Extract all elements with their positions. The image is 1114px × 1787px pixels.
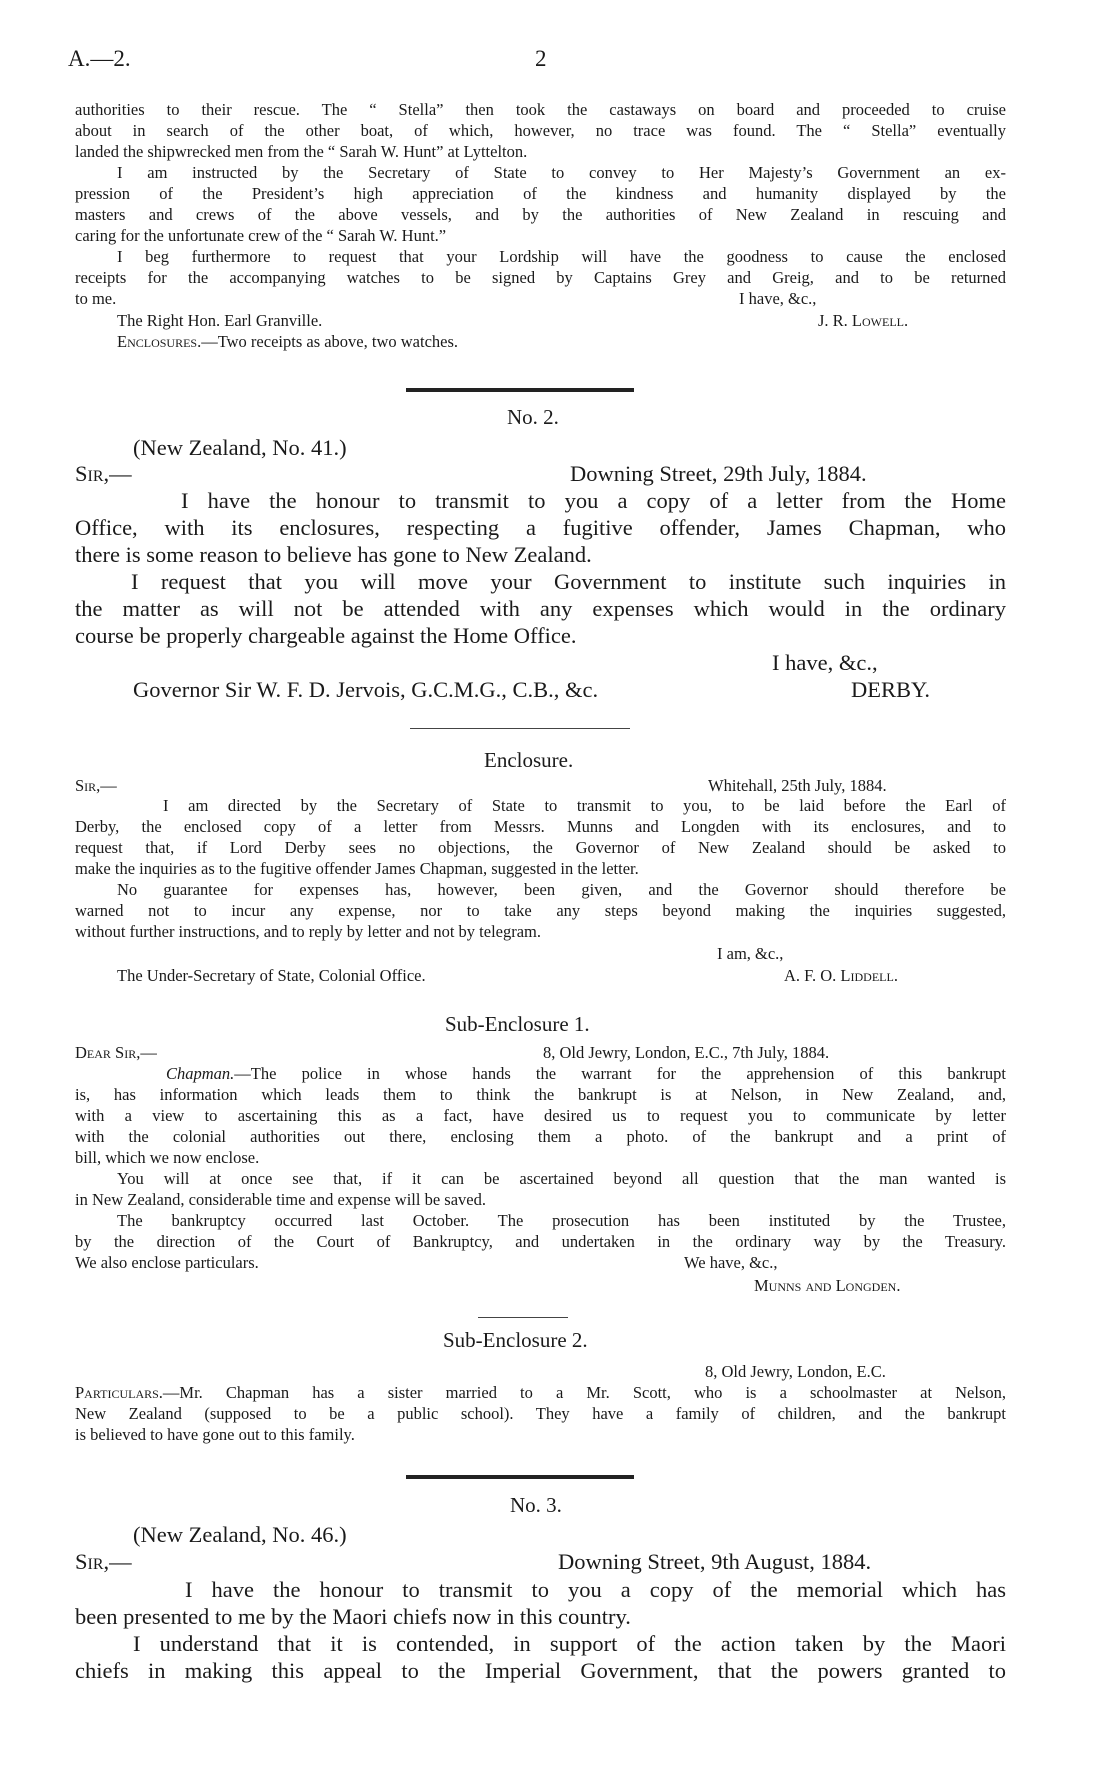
- sub1-line: We also enclose particulars.: [75, 1253, 259, 1272]
- enclosure-line: warned not to incur any expense, nor to take any steps beyond making the inquiries suggested,: [75, 901, 1006, 920]
- no2-line: course be properly chargeable against the Home Office.: [75, 623, 577, 648]
- enclosure-line: make the inquiries as to the fugitive offender James Chapman, suggested in the letter.: [75, 859, 639, 878]
- no2-heading: No. 2.: [507, 405, 559, 429]
- sub1-line: with a view to ascertaining this as a fact, have desired us to request you to communicate by letter: [75, 1106, 1006, 1125]
- section-rule: [406, 1475, 634, 1479]
- opening-line: caring for the unfortunate crew of the “ Sarah W. Hunt.”: [75, 226, 447, 245]
- section-divider: [478, 1317, 568, 1318]
- opening-line: to me.: [75, 289, 117, 308]
- enclosures-label: Enclosures.: [117, 332, 202, 351]
- enclosure-line: I am directed by the Secretary of State to transmit to you, to be laid before the Earl of: [163, 796, 1006, 815]
- sub2-label: Particulars.: [75, 1383, 163, 1402]
- sub2-line: New Zealand (supposed to be a public school). They have a family of children, and the bankrupt: [75, 1404, 1006, 1423]
- no2-line: I have the honour to transmit to you a copy of a letter from the Home: [181, 488, 1006, 513]
- sub1-place-date: 8, Old Jewry, London, E.C., 7th July, 1884.: [543, 1043, 830, 1062]
- enclosures-text: —Two receipts as above, two watches.: [201, 332, 459, 351]
- sub2-heading: Sub-Enclosure 2.: [443, 1328, 588, 1352]
- no2-closing: I have, &c.,: [772, 650, 878, 675]
- sub1-salutation: Dear Sir,—: [75, 1043, 157, 1062]
- enclosure-line: request that, if Lord Derby sees no objections, the Governor of New Zealand should be asked to: [75, 838, 1006, 857]
- no3-line: I understand that it is contended, in support of the action taken by the Maori: [133, 1631, 1006, 1656]
- sub1-line: The bankruptcy occurred last October. The prosecution has been instituted by the Trustee,: [117, 1211, 1006, 1230]
- document-reference: A.—2.: [68, 46, 131, 71]
- no2-line: I request that you will move your Government to institute such inquiries in: [131, 569, 1006, 594]
- no3-salutation: Sir,—: [75, 1549, 132, 1574]
- enclosure-line: Derby, the enclosed copy of a letter from Messrs. Munns and Longden with its enclosures, and to: [75, 817, 1006, 836]
- sub1-line: in New Zealand, considerable time and expense will be saved.: [75, 1190, 486, 1209]
- no2-addressee: Governor Sir W. F. D. Jervois, G.C.M.G., C.B., &c.: [133, 677, 599, 702]
- opening-line: landed the shipwrecked men from the “ Sarah W. Hunt” at Lyttelton.: [75, 142, 528, 161]
- page-number: 2: [535, 46, 547, 71]
- enclosure-closing: I am, &c.,: [717, 944, 784, 963]
- sub1-heading: Sub-Enclosure 1.: [445, 1012, 590, 1036]
- opening-closing: I have, &c.,: [739, 289, 817, 308]
- opening-signature: J. R. Lowell.: [818, 311, 909, 330]
- opening-line: authorities to their rescue. The “ Stella” then took the castaways on board and proceeded to cruise: [75, 100, 1006, 119]
- enclosure-place-date: Whitehall, 25th July, 1884.: [708, 776, 887, 795]
- section-rule: [406, 388, 634, 392]
- sub2-first-line: [75, 1382, 1006, 1403]
- sub1-first-line: [166, 1063, 1006, 1084]
- sub1-line: is, has information which leads them to think the bankrupt is at Nelson, in New Zealand, and,: [75, 1085, 1006, 1104]
- enclosure-salutation: Sir,—: [75, 776, 117, 795]
- sub2-line: is believed to have gone out to this family.: [75, 1425, 355, 1444]
- sub1-line: with the colonial authorities out there, enclosing them a photo. of the bankrupt and a print of: [75, 1127, 1006, 1146]
- no2-line: the matter as will not be attended with any expenses which would in the ordinary: [75, 596, 1006, 621]
- enclosure-line: without further instructions, and to reply by letter and not by telegram.: [75, 922, 542, 941]
- sub1-line: You will at once see that, if it can be ascertained beyond all question that the man wanted is: [117, 1169, 1006, 1188]
- opening-line: I beg furthermore to request that your Lordship will have the goodness to cause the enclosed: [117, 247, 1006, 266]
- no2-salutation: Sir,—: [75, 461, 132, 486]
- opening-addressee: The Right Hon. Earl Granville.: [117, 311, 323, 330]
- enclosure-addressee: The Under-Secretary of State, Colonial Office.: [117, 966, 426, 985]
- no3-heading: No. 3.: [510, 1493, 562, 1517]
- sub2-place: 8, Old Jewry, London, E.C.: [705, 1362, 886, 1381]
- opening-enclosures: [117, 331, 458, 352]
- no2-reference: (New Zealand, No. 41.): [133, 435, 347, 460]
- no3-line: chiefs in making this appeal to the Imperial Government, that the powers granted to: [75, 1658, 1006, 1683]
- no2-place-date: Downing Street, 29th July, 1884.: [570, 461, 867, 486]
- no3-place-date: Downing Street, 9th August, 1884.: [558, 1549, 872, 1574]
- no3-line: I have the honour to transmit to you a copy of the memorial which has: [185, 1577, 1006, 1602]
- sub1-closing: We have, &c.,: [684, 1253, 778, 1272]
- sub2-line: —Mr. Chapman has a sister married to a Mr. Scott, who is a schoolmaster at Nelson,: [162, 1383, 1006, 1402]
- opening-line: receipts for the accompanying watches to be signed by Captains Grey and Greig, and to be returned: [75, 268, 1006, 287]
- no2-signature: DERBY.: [851, 677, 930, 702]
- sub1-lead: Chapman.: [166, 1064, 235, 1083]
- section-divider: [410, 728, 630, 729]
- no2-line: Office, with its enclosures, respecting a fugitive offender, James Chapman, who: [75, 515, 1006, 540]
- sub1-line: —The police in whose hands the warrant for the apprehension of this bankrupt: [234, 1064, 1006, 1083]
- no3-reference: (New Zealand, No. 46.): [133, 1522, 347, 1547]
- no2-line: there is some reason to believe has gone to New Zealand.: [75, 542, 592, 567]
- sub1-line: by the direction of the Court of Bankruptcy, and undertaken in the ordinary way by the Treasury.: [75, 1232, 1006, 1251]
- opening-line: about in search of the other boat, of which, however, no trace was found. The “ Stella” eventually: [75, 121, 1006, 140]
- enclosure-heading: Enclosure.: [484, 748, 574, 772]
- opening-line: I am instructed by the Secretary of State to convey to Her Majesty’s Government an ex-: [117, 163, 1006, 182]
- enclosure-signature: A. F. O. Liddell.: [784, 966, 898, 985]
- sub1-line: bill, which we now enclose.: [75, 1148, 260, 1167]
- no3-line: been presented to me by the Maori chiefs now in this country.: [75, 1604, 631, 1629]
- opening-line: pression of the President’s high appreciation of the kindness and humanity displayed by the: [75, 184, 1006, 203]
- enclosure-line: No guarantee for expenses has, however, been given, and the Governor should therefore be: [117, 880, 1006, 899]
- sub1-signature: Munns and Longden.: [754, 1276, 901, 1295]
- opening-line: masters and crews of the above vessels, and by the authorities of New Zealand in rescuing and: [75, 205, 1006, 224]
